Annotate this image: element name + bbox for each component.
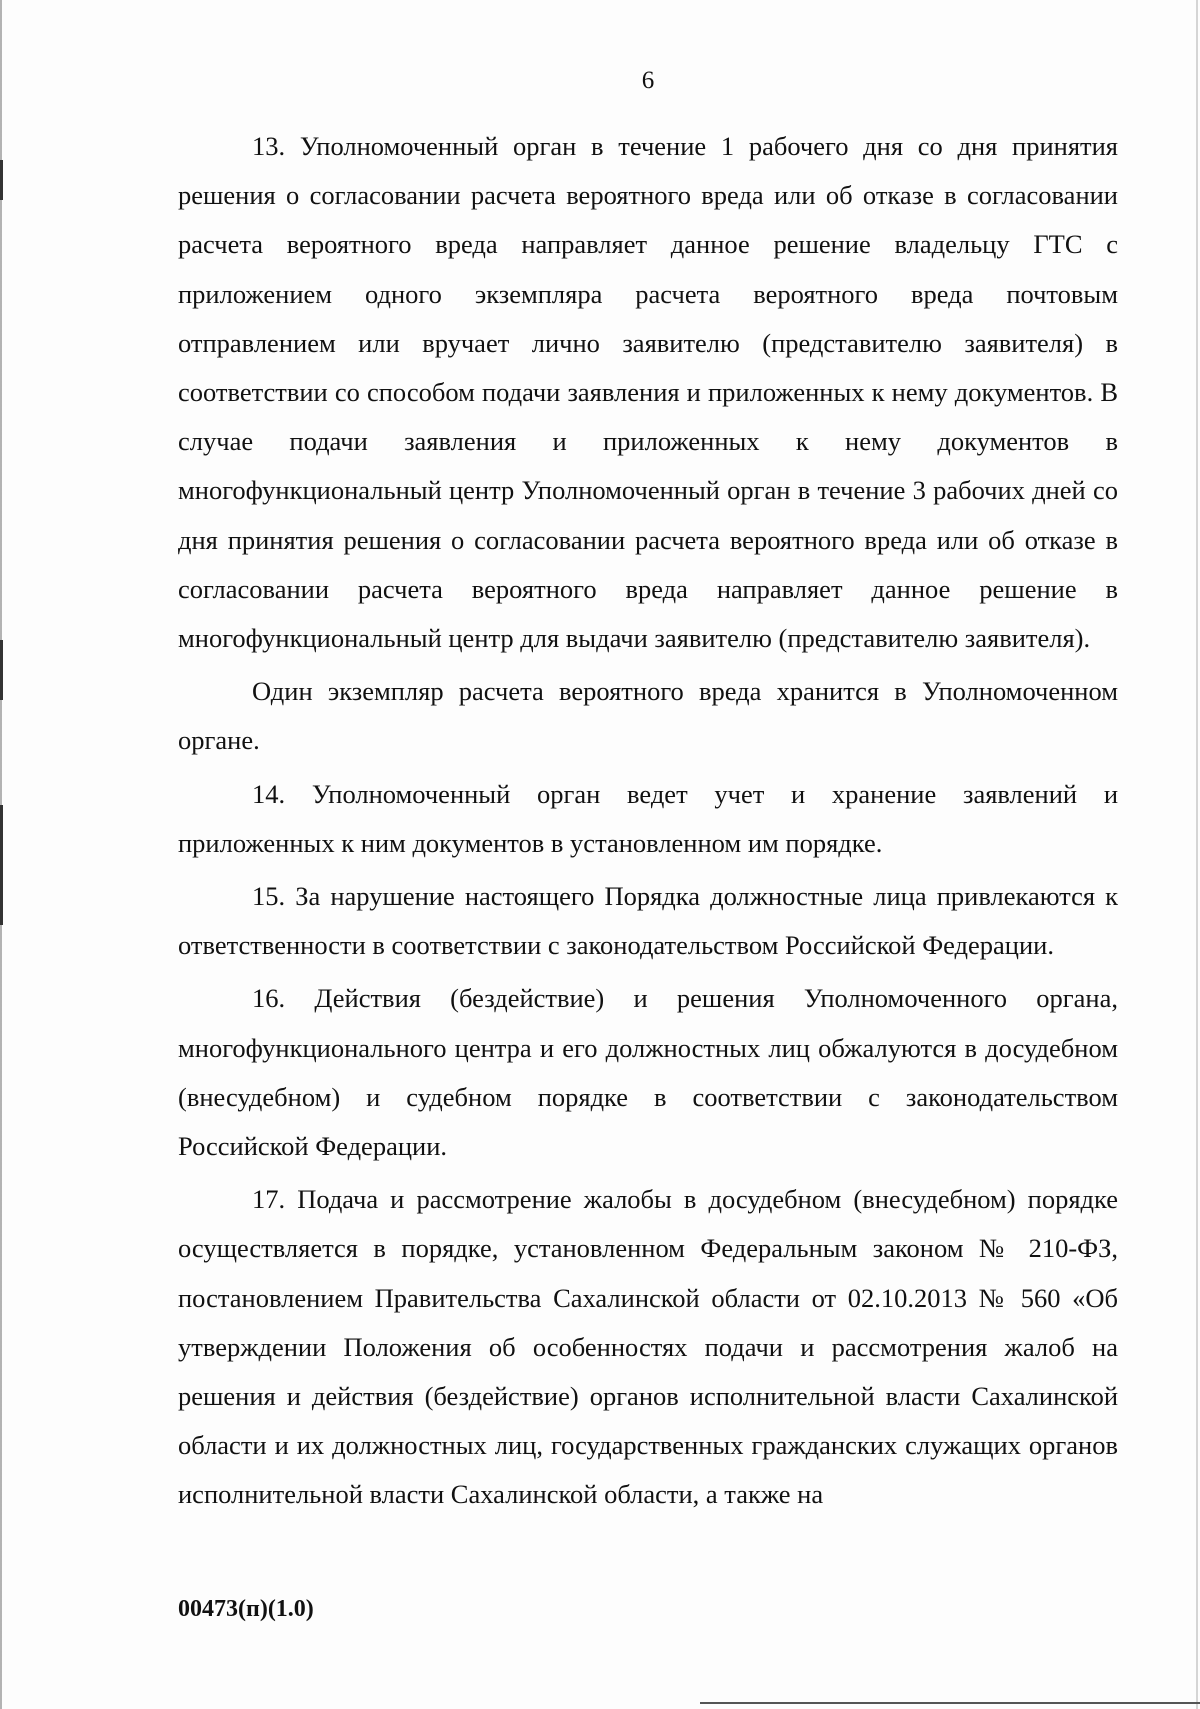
scan-edge-mark xyxy=(0,640,3,700)
scan-edge-bottom xyxy=(700,1702,1200,1704)
paragraph-15: 15. За нарушение настоящего Порядка должностные лица привлекаются к ответственности в соответствии с законодательством Российской Федерации. xyxy=(178,881,1118,961)
document-code: 00473(п)(1.0) xyxy=(178,1596,314,1622)
paragraph-13-storage: Один экземпляр расчета вероятного вреда хранится в Уполномоченном органе. xyxy=(178,676,1118,756)
page-number: 6 xyxy=(641,67,655,94)
paragraph-17: 17. Подача и рассмотрение жалобы в досудебном (внесудебном) порядке осуществляется в порядке, установленном Федеральным законом № 210-ФЗ, постановлением Правительства Сахалинской области от 02.10.2013 № 560 «Об утверждении Положения об особенностях подачи и рассмотрения жалоб на решения и действия (бездействие) органов исполнительной власти Сахалинской области и их должностных лиц, государственных гражданских служащих органов исполнительной власти Сахалинской области, а также на xyxy=(178,1184,1118,1510)
scan-edge-mark xyxy=(0,160,3,200)
scan-edge-right xyxy=(1196,0,1198,1709)
document-body xyxy=(178,122,1118,1524)
paragraph-13: 13. Уполномоченный орган в течение 1 рабочего дня со дня принятия решения о согласовании расчета вероятного вреда или об отказе в согласовании расчета вероятного вреда направляет данное решение владельцу ГТС с приложением одного экземпляра расчета вероятного вреда почтовым отправлением или вручает лично заявителю (представителю заявителя) в соответствии со способом подачи заявления и приложенных к нему документов. В случае подачи заявления и приложенных к нему документов в многофункциональный центр Уполномоченный орган в течение 3 рабочих дней со дня принятия решения о согласовании расчета вероятного вреда или об отказе в согласовании расчета вероятного вреда направляет данное решение в многофункциональный центр для выдачи заявителю (представителю заявителя). xyxy=(178,131,1118,654)
paragraph-16: 16. Действия (бездействие) и решения Уполномоченного органа, многофункционального центра и его должностных лиц обжалуются в досудебном (внесудебном) и судебном порядке в соответствии с законодательством Российской Федерации. xyxy=(178,983,1118,1162)
scan-edge-mark xyxy=(0,805,3,925)
paragraph-14: 14. Уполномоченный орган ведет учет и хранение заявлений и приложенных к ним документов в установленном им порядке. xyxy=(178,778,1118,858)
